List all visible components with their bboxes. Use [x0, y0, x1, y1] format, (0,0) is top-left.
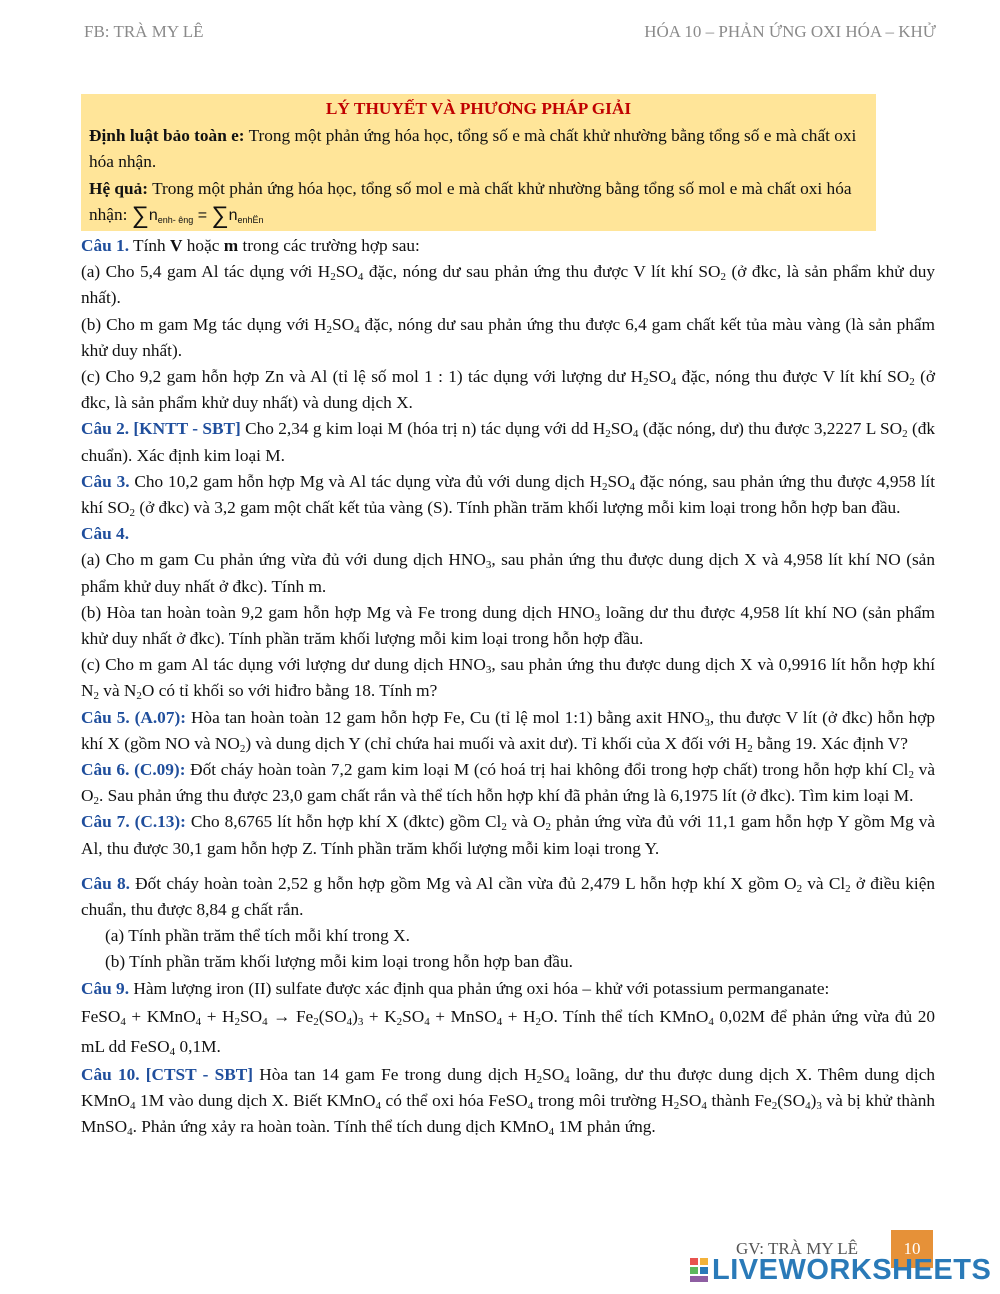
subscript: 4: [424, 1015, 430, 1028]
text: + H: [201, 1006, 235, 1026]
subscript: 4: [629, 480, 636, 493]
text: hoặc: [182, 236, 224, 255]
question-8: [81, 871, 935, 923]
text: Tính: [129, 236, 170, 255]
text: ) và dung dịch Y (chỉ chứa hai muối và axit dư). Tỉ khối của X đối với H: [245, 733, 748, 753]
text: Đốt cháy hoàn toàn 2,52 g hỗn hợp gồm Mg và Al cần vừa đủ 2,479 L hỗn hợp khí X gồm O: [129, 873, 797, 893]
subscript: 2: [796, 882, 803, 895]
subscript: 4: [564, 1073, 570, 1086]
subscript: 2: [720, 271, 727, 284]
text: trong môi trường H: [533, 1091, 674, 1111]
page-number: 10: [891, 1230, 933, 1268]
text: Cho 2,34 g kim loại M (hóa trị n) tác dụng với dd H: [240, 419, 606, 439]
subscript: 2: [313, 1015, 319, 1028]
question-2: [81, 416, 935, 468]
question-label: Câu 6. (C.09):: [81, 760, 186, 780]
text: O: [541, 1006, 554, 1026]
subscript: 4: [670, 376, 677, 389]
text: ở điều kiện chuẩn, thu được 8,84 g chất rắn.: [81, 873, 936, 920]
subscript: 2: [747, 742, 753, 755]
text: (SO: [318, 1006, 347, 1026]
text: và Cl: [802, 873, 846, 893]
text: (b) Cho m gam Mg tác dụng với H: [81, 314, 327, 334]
text: (b) Hòa tan hoàn toàn 9,2 gam hỗn hợp Mg và Fe trong dung dịch HNO: [81, 602, 595, 622]
question-1c: [81, 364, 935, 416]
text: (đặc nóng, dư) thu được 3,2227 L SO: [638, 419, 903, 439]
question-label: Câu 1.: [81, 236, 130, 255]
text: Cho 10,2 gam hỗn hợp Mg và Al tác dụng vừa đủ với dung dịch H: [129, 471, 602, 491]
question-4: [81, 521, 935, 547]
subscript: 2: [536, 1073, 543, 1086]
question-7: [81, 809, 935, 861]
corollary: [89, 176, 868, 230]
text: O có tỉ khối so với hiđro bằng 18. Tính m?: [141, 681, 438, 701]
text: 1M vào dung dịch X. Biết KMnO: [135, 1091, 376, 1111]
question-8b: (b) Tính phần trăm khối lượng mỗi kim loại trong hỗn hợp ban đầu.: [105, 952, 573, 972]
subscript: 2: [771, 1100, 778, 1113]
liveworksheets-logo-icon: [690, 1258, 708, 1282]
text: . Phản ứng xảy ra hoàn toàn. Tính thể tích dung dịch KMnO: [132, 1117, 549, 1137]
text: SO: [239, 1006, 263, 1026]
text: và bị khử thành MnSO: [81, 1091, 935, 1137]
subscript: 2: [902, 428, 908, 441]
question-1: [81, 233, 935, 259]
equals-sign: =: [193, 207, 212, 224]
question-label: Câu 8.: [81, 873, 130, 893]
subscript: 2: [601, 480, 608, 493]
subscript: 2: [396, 1015, 403, 1028]
subscript: 4: [701, 1100, 707, 1113]
text: và N: [98, 681, 137, 701]
subscript: 4: [127, 1126, 133, 1139]
text: → Fe: [267, 1006, 314, 1026]
subscript: 2: [326, 323, 332, 336]
subscript: 2: [673, 1100, 680, 1113]
question-9-equation: [81, 1002, 935, 1062]
question-10: [81, 1062, 935, 1141]
corollary-text: Trong một phản ứng hóa học, tổng số mol e mà chất khử nhường bằng tổng số mol e mà chất oxi hóa nhận:: [89, 178, 852, 224]
subscript: 3: [704, 716, 710, 729]
text: (SO: [777, 1091, 806, 1111]
subscript: 4: [169, 1045, 176, 1058]
law-text: Trong một phản ứng hóa học, tổng số e mà chất khử nhường bằng tổng số e mà chất oxi hóa nhận.: [89, 125, 857, 171]
text: + KMnO: [125, 1006, 196, 1026]
subscript: 4: [195, 1015, 202, 1028]
text: ): [810, 1091, 817, 1111]
subscript: 4: [708, 1015, 714, 1028]
text: (c) Cho m gam Al tác dụng với lượng dư dung dịch HNO: [81, 655, 486, 675]
subscript: 4: [527, 1100, 534, 1113]
text: bằng 19. Xác định V?: [752, 733, 908, 753]
footer-teacher: GV: TRÀ MY LÊ: [736, 1239, 858, 1258]
text: SO: [607, 471, 630, 491]
subscript: 4: [129, 1100, 136, 1113]
sum-symbol: ∑: [211, 202, 229, 229]
subscript: 3: [816, 1100, 822, 1113]
question-label: Câu 2. [KNTT - SBT]: [81, 419, 241, 439]
text: 1M phản ứng.: [554, 1117, 656, 1137]
text: , thu được V lít (ở đkc) hỗn hợp khí X (gồm NO và NO: [81, 707, 935, 753]
subscript: 2: [93, 690, 99, 703]
question-3: [81, 469, 935, 521]
subscript: 2: [545, 821, 552, 834]
subscript: 4: [805, 1100, 811, 1113]
subscript: 2: [535, 1015, 542, 1028]
text: (c) Cho 9,2 gam hỗn hợp Zn và Al (tỉ lệ số mol 1 : 1) tác dụng với lượng dư H: [81, 367, 644, 387]
liveworksheets-watermark: [690, 1254, 991, 1286]
text: + K: [363, 1006, 397, 1026]
text: + H: [502, 1006, 536, 1026]
question-label: Câu 10. [CTST - SBT]: [81, 1064, 254, 1084]
text: (a) Cho 5,4 gam Al tác dụng với H: [81, 262, 331, 282]
text: đặc, nóng thu được V lít khí SO: [676, 367, 910, 387]
subscript: 4: [632, 428, 639, 441]
subscript: 2: [643, 376, 649, 389]
text: FeSO: [81, 1006, 121, 1026]
subscript: 3: [485, 559, 492, 572]
question-9: [81, 976, 935, 1002]
text: (ở đkc, là sản phẩm khử duy nhất).: [81, 262, 935, 308]
subscript: 2: [234, 1015, 240, 1028]
sum-formula: [131, 202, 264, 229]
text: Đốt cháy hoàn toàn 7,2 gam kim loại M (có hoá trị hai không đổi trong hợp chất) trong hỗn hợp khí Cl: [185, 760, 909, 780]
subscript: 4: [120, 1015, 126, 1028]
question-8a: (a) Tính phần trăm thể tích mỗi khí trong X.: [105, 926, 410, 946]
text: . Sau phản ứng thu được 23,0 gam chất rắn và thể tích hỗn hợp khí đã phản ứng là 6,1975 lít (ở đkc). Tìm kim loại M.: [98, 786, 914, 806]
text: SO: [542, 1064, 565, 1084]
question-label: Câu 9.: [81, 978, 130, 998]
text: và O: [81, 760, 935, 806]
subscript: 4: [548, 1126, 555, 1139]
text: đặc nóng, sau phản ứng thu được 4,958 lít khí SO: [81, 471, 936, 518]
text: SO: [335, 262, 358, 282]
text: + MnSO: [429, 1006, 497, 1026]
text: ): [352, 1006, 358, 1026]
question-label: Câu 4.: [81, 524, 130, 544]
question-4c: [81, 652, 935, 704]
text: SO: [402, 1006, 425, 1026]
text: và O: [506, 812, 546, 832]
text: phản ứng vừa đủ với 11,1 gam hỗn hợp Y gồm Mg và Al, thu được 30,1 gam hỗn hợp Z. Tính phần trăm khối lượng mỗi kim loại trong Y.: [81, 812, 936, 858]
question-label: Câu 3.: [81, 471, 130, 491]
text: m: [223, 236, 239, 255]
questions: [81, 233, 935, 1141]
brand-name: LIVEWORKSHEETS: [712, 1254, 992, 1286]
subscript: 2: [605, 428, 611, 441]
subscript: 2: [909, 376, 915, 389]
subscript: 3: [485, 664, 492, 677]
text: đặc, nóng dư sau phản ứng thu được 6,4 gam chất kết tủa màu vàng (là sản phẩm khử duy nhất).: [81, 314, 935, 360]
question-label: Câu 7. (C.13):: [81, 812, 186, 832]
subscript: 2: [129, 507, 135, 520]
text: (ở đkc) và 3,2 gam một chất kết tủa vàng (S). Tính phần trăm khối lượng mỗi kim loại trong hỗn hợp ban đầu.: [135, 498, 901, 518]
theory-box: [81, 94, 876, 231]
text: . Tính thể tích KMnO: [553, 1006, 709, 1026]
question-1a: [81, 259, 935, 311]
text: (đk chuẩn). Xác định kim loại M.: [81, 419, 935, 465]
subscript: 4: [262, 1015, 268, 1028]
subscript: 2: [330, 271, 336, 284]
question-4a: [81, 547, 935, 599]
text: (a) Cho m gam Cu phản ứng vừa đủ với dung dịch HNO: [81, 550, 486, 570]
text: đặc, nóng dư sau phản ứng thu được V lít khí SO: [363, 262, 721, 282]
sub-given: enh- êng: [157, 215, 194, 225]
text: loãng, dư thu được dung dịch X. Thêm dung dịch KMnO: [81, 1064, 936, 1111]
question-label: Câu 5. (A.07):: [81, 707, 186, 727]
subscript: 4: [354, 323, 360, 336]
text: trong các trường hợp sau:: [238, 236, 420, 255]
text: 0,02M để phản ứng vừa đủ 20 mL dd FeSO: [81, 1006, 936, 1056]
subscript: 2: [136, 690, 142, 703]
text: thành Fe: [706, 1091, 772, 1111]
n-symbol: n: [148, 207, 158, 224]
chemical-equation: [81, 1007, 554, 1026]
question-6: [81, 757, 935, 809]
text: có thể oxi hóa FeSO: [380, 1091, 528, 1111]
text: Cho 8,6765 lít hỗn hợp khí X (đktc) gồm Cl: [185, 812, 502, 832]
theory-title: LÝ THUYẾT VÀ PHƯƠNG PHÁP GIẢI: [325, 99, 632, 118]
sum-symbol: ∑: [131, 202, 149, 229]
text: Hàm lượng iron (II) sulfate được xác định qua phản ứng oxi hóa – khử với potassium permanganate:: [129, 978, 830, 998]
subscript: 4: [375, 1100, 381, 1113]
text: Hòa tan hoàn toàn 12 gam hỗn hợp Fe, Cu (tỉ lệ mol 1:1) bằng axit HNO: [185, 707, 705, 727]
question-1b: [81, 312, 935, 364]
text: loãng dư thu được 4,958 lít khí NO (sản phẩm khử duy nhất ở đkc). Tính phần trăm khối lượng mỗi kim loại trong hỗn hợp đầu.: [81, 602, 935, 649]
sub-received: enhËn: [237, 215, 264, 225]
law-label: Định luật bảo toàn e:: [89, 125, 245, 145]
subscript: 3: [594, 611, 601, 624]
n-symbol: n: [228, 207, 238, 224]
subscript: 4: [496, 1015, 503, 1028]
subscript: 2: [239, 742, 246, 755]
header-subject: HÓA 10 – PHẢN ỨNG OXI HÓA – KHỬ: [644, 22, 936, 41]
text: SO: [679, 1091, 702, 1111]
text: 0,1M.: [175, 1036, 221, 1056]
text: (ở đkc, là sản phẩm khử duy nhất) và dung dịch X.: [81, 367, 935, 413]
question-5: [81, 705, 935, 757]
conservation-law: [89, 123, 868, 176]
subscript: 2: [845, 882, 851, 895]
corollary-label: Hệ quả:: [89, 178, 149, 198]
subscript: 4: [346, 1015, 353, 1028]
text: SO: [610, 419, 633, 439]
page-header: [84, 22, 936, 48]
text: , sau phản ứng thu được dung dịch X và 4,958 lít khí NO (sản phẩm khử duy nhất ở đkc). Tính m.: [81, 550, 935, 596]
subscript: 2: [93, 795, 99, 808]
question-4b: [81, 600, 935, 652]
text: V: [169, 236, 183, 255]
text: SO: [648, 367, 671, 387]
text: SO: [331, 314, 355, 334]
text: , sau phản ứng thu được dung dịch X và 0,9916 lít hỗn hợp khí N: [81, 655, 935, 701]
text: Hòa tan 14 gam Fe trong dung dịch H: [253, 1064, 537, 1084]
subscript: 3: [357, 1015, 364, 1028]
subscript: 2: [501, 821, 507, 834]
header-author: FB: TRÀ MY LÊ: [84, 22, 204, 41]
subscript: 2: [908, 769, 914, 782]
subscript: 4: [357, 271, 364, 284]
